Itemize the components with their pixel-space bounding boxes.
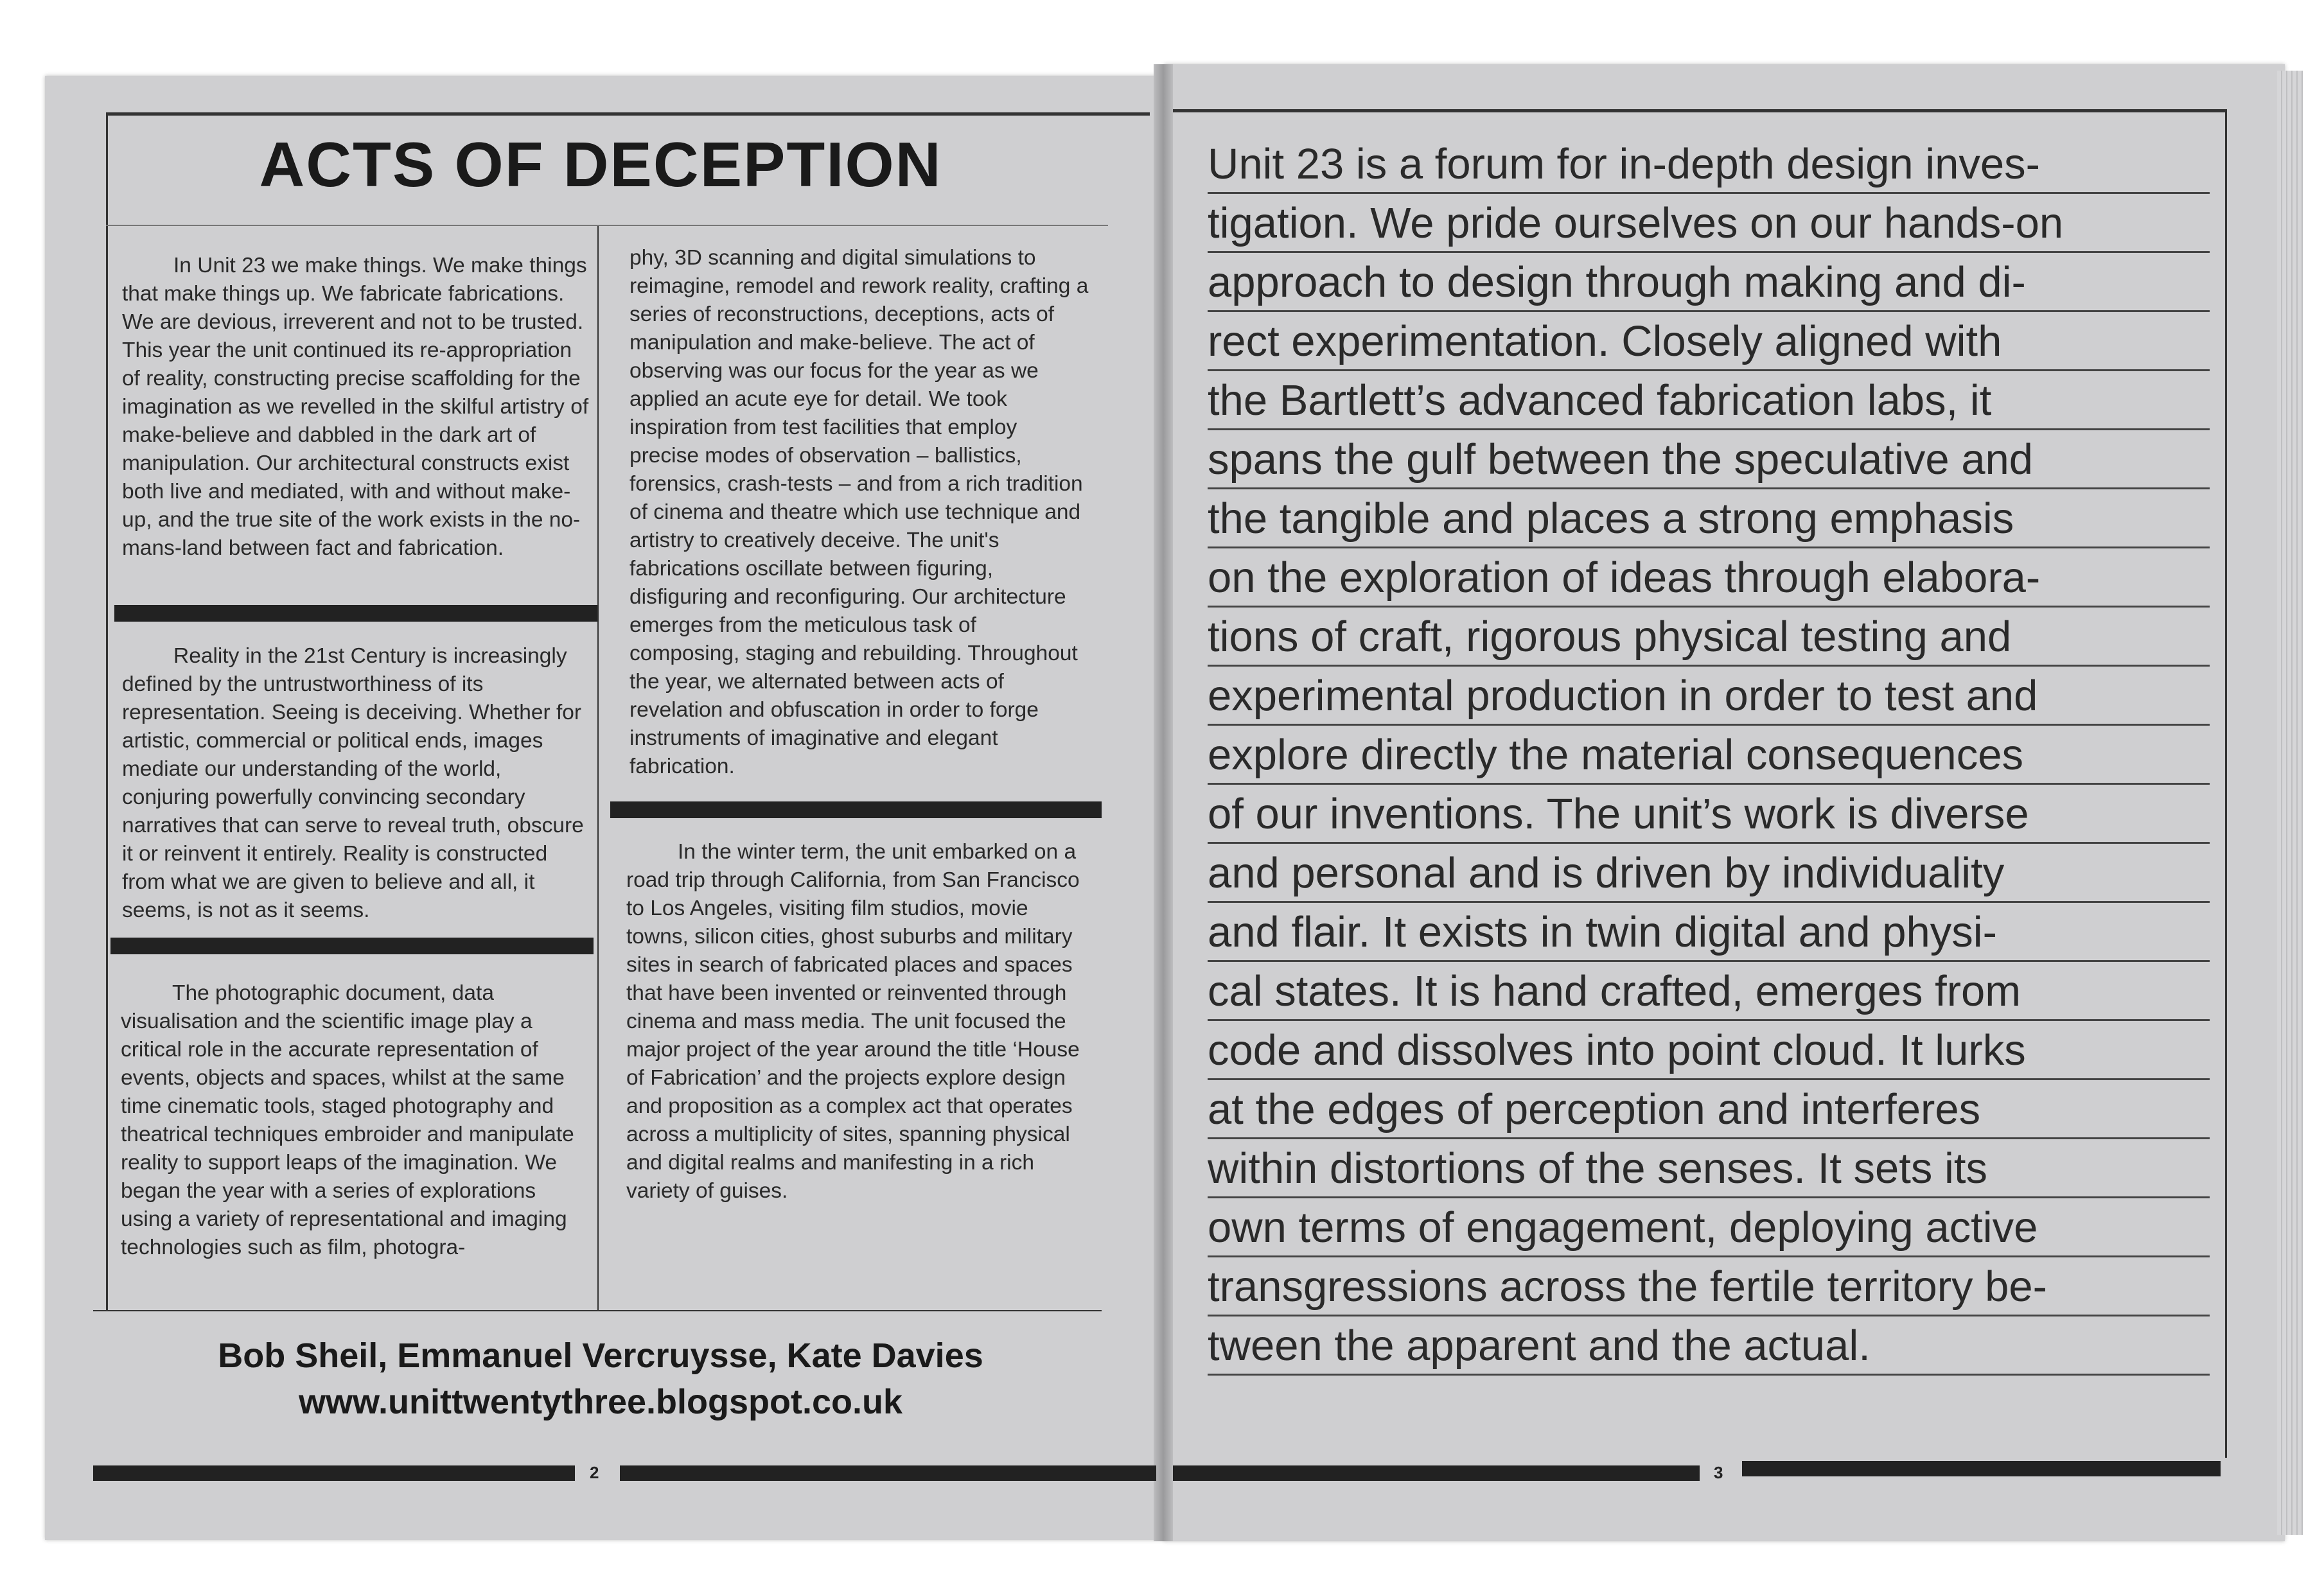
text-line: the Bartlett’s advanced fabrication labs, it bbox=[1208, 371, 2210, 430]
column-1-block-1 bbox=[122, 252, 594, 563]
footer-rule bbox=[93, 1310, 1102, 1311]
divider-bar bbox=[610, 801, 1102, 818]
text-line: within distortions of the senses. It sets its bbox=[1208, 1139, 2210, 1198]
authors-names: Bob Sheil, Emmanuel Vercruysse, Kate Davies bbox=[218, 1336, 983, 1375]
text-line: tigation. We pride ourselves on our hands-on bbox=[1208, 194, 2210, 253]
paragraph: In Unit 23 we make things. We make things that make things up. We fabricate fabrications. We are devious, irreverent and not to be trusted. This year the unit continued its re-appropriation of reality, constructing precise scaffolding for the imagination as we revelled in the skilful artistry of make-believe and dabbled in the dark art of manipulation. Our architectural constructs exist both live and mediated, with and without make-up, and the true site of the work exists in the no-mans-land between fact and fabrication. bbox=[122, 254, 589, 560]
page-edges bbox=[2277, 71, 2303, 1535]
left-top-rule bbox=[106, 112, 1150, 116]
text-line: and flair. It exists in twin digital and physi- bbox=[1208, 903, 2210, 962]
footer-bar-left bbox=[93, 1465, 575, 1481]
column-2-block-1 bbox=[629, 244, 1089, 781]
authors-credit bbox=[103, 1333, 1098, 1425]
footer-bar-left-right-page bbox=[1173, 1465, 1700, 1481]
text-line: cal states. It is hand crafted, emerges from bbox=[1208, 962, 2210, 1021]
text-line: at the edges of perception and interferes bbox=[1208, 1080, 2210, 1139]
right-page-body bbox=[1208, 135, 2210, 1376]
right-frame-side bbox=[2225, 109, 2227, 1458]
text-line: code and dissolves into point cloud. It lurks bbox=[1208, 1021, 2210, 1080]
text-line: rect experimentation. Closely aligned with bbox=[1208, 312, 2210, 371]
right-top-rule bbox=[1173, 109, 2226, 112]
footer-bar-right bbox=[620, 1465, 1156, 1481]
text-line: tween the apparent and the actual. bbox=[1208, 1316, 2210, 1376]
text-line: transgressions across the fertile territory be- bbox=[1208, 1257, 2210, 1316]
website-url[interactable]: www.unittwentythree.blogspot.co.uk bbox=[298, 1383, 903, 1421]
text-line: experimental production in order to test and bbox=[1208, 667, 2210, 726]
footer-bar-right-right-page bbox=[1742, 1461, 2221, 1476]
paragraph: In the winter term, the unit embarked on a road trip through California, from San Francisco to Los Angeles, visiting film studios, movie towns, silicon cities, ghost suburbs and military sites in search of fabricated places and spaces that have been invented or reinvented through cinema and mass media. The unit focused the major project of the year around the title ‘House of Fabrication’ and the projects explore design and proposition as a complex act that operates across a multiplicity of sites, spanning physical and digital realms and manifesting in a rich variety of guises. bbox=[626, 840, 1080, 1203]
paragraph: The photographic document, data visualisation and the scientific image play a critical role in the accurate representation of events, objects and spaces, whilst at the same time cinematic tools, staged photography and theatrical techniques embroider and manipulate reality to support leaps of the imagination. We began the year with a series of explorations using a variety of representational and imaging technologies such as film, photogra- bbox=[121, 981, 574, 1259]
divider-bar bbox=[110, 938, 594, 954]
spine-gutter bbox=[1154, 64, 1173, 1541]
column-divider bbox=[597, 226, 599, 1311]
text-line: spans the gulf between the speculative and bbox=[1208, 430, 2210, 489]
page-number-left: 2 bbox=[590, 1463, 599, 1482]
text-line: tions of craft, rigorous physical testing and bbox=[1208, 608, 2210, 667]
text-line: Unit 23 is a forum for in-depth design inves- bbox=[1208, 135, 2210, 194]
paragraph: Reality in the 21st Century is increasingly defined by the untrustworthiness of its representation. Seeing is deceiving. Whether for artistic, commercial or political ends, images mediate our understanding of the world, conjuring powerfully convincing secondary narratives that can serve to reveal truth, obscure it or reinvent it entirely. Reality is constructed from what we are given to believe and all, it seems, is not as it seems. bbox=[122, 644, 584, 922]
column-2-block-2 bbox=[626, 838, 1089, 1205]
page-number-right: 3 bbox=[1714, 1463, 1723, 1482]
title-rule bbox=[106, 225, 1108, 226]
text-line: explore directly the material consequences bbox=[1208, 726, 2210, 785]
text-line: of our inventions. The unit’s work is diverse bbox=[1208, 785, 2210, 844]
divider-bar bbox=[114, 605, 597, 622]
text-line: on the exploration of ideas through elabora- bbox=[1208, 548, 2210, 608]
text-line: and personal and is driven by individuality bbox=[1208, 844, 2210, 903]
text-line: the tangible and places a strong emphasis bbox=[1208, 489, 2210, 548]
column-1-block-2 bbox=[122, 642, 594, 925]
article-title: ACTS OF DECEPTION bbox=[259, 129, 942, 200]
left-frame-side bbox=[106, 112, 108, 1310]
column-1-block-3 bbox=[121, 979, 593, 1262]
text-line: approach to design through making and di- bbox=[1208, 253, 2210, 312]
text-line: own terms of engagement, deploying active bbox=[1208, 1198, 2210, 1257]
paragraph: phy, 3D scanning and digital simulations to reimagine, remodel and rework reality, crafting a series of reconstructions, deceptions, acts of manipulation and make-believe. The act of observing was our focus for the year as we applied an acute eye for detail. We took inspiration from test facilities that employ precise modes of observation – ballistics, forensics, crash-tests – and from a rich tradition of cinema and theatre which use technique and artistry to creatively deceive. The unit's fabrications oscillate between figuring, disfiguring and reconfiguring. Our architecture emerges from the meticulous task of composing, staging and rebuilding. Throughout the year, we alternated between acts of revelation and obfuscation in order to forge instruments of imaginative and elegant fabrication. bbox=[629, 246, 1089, 778]
